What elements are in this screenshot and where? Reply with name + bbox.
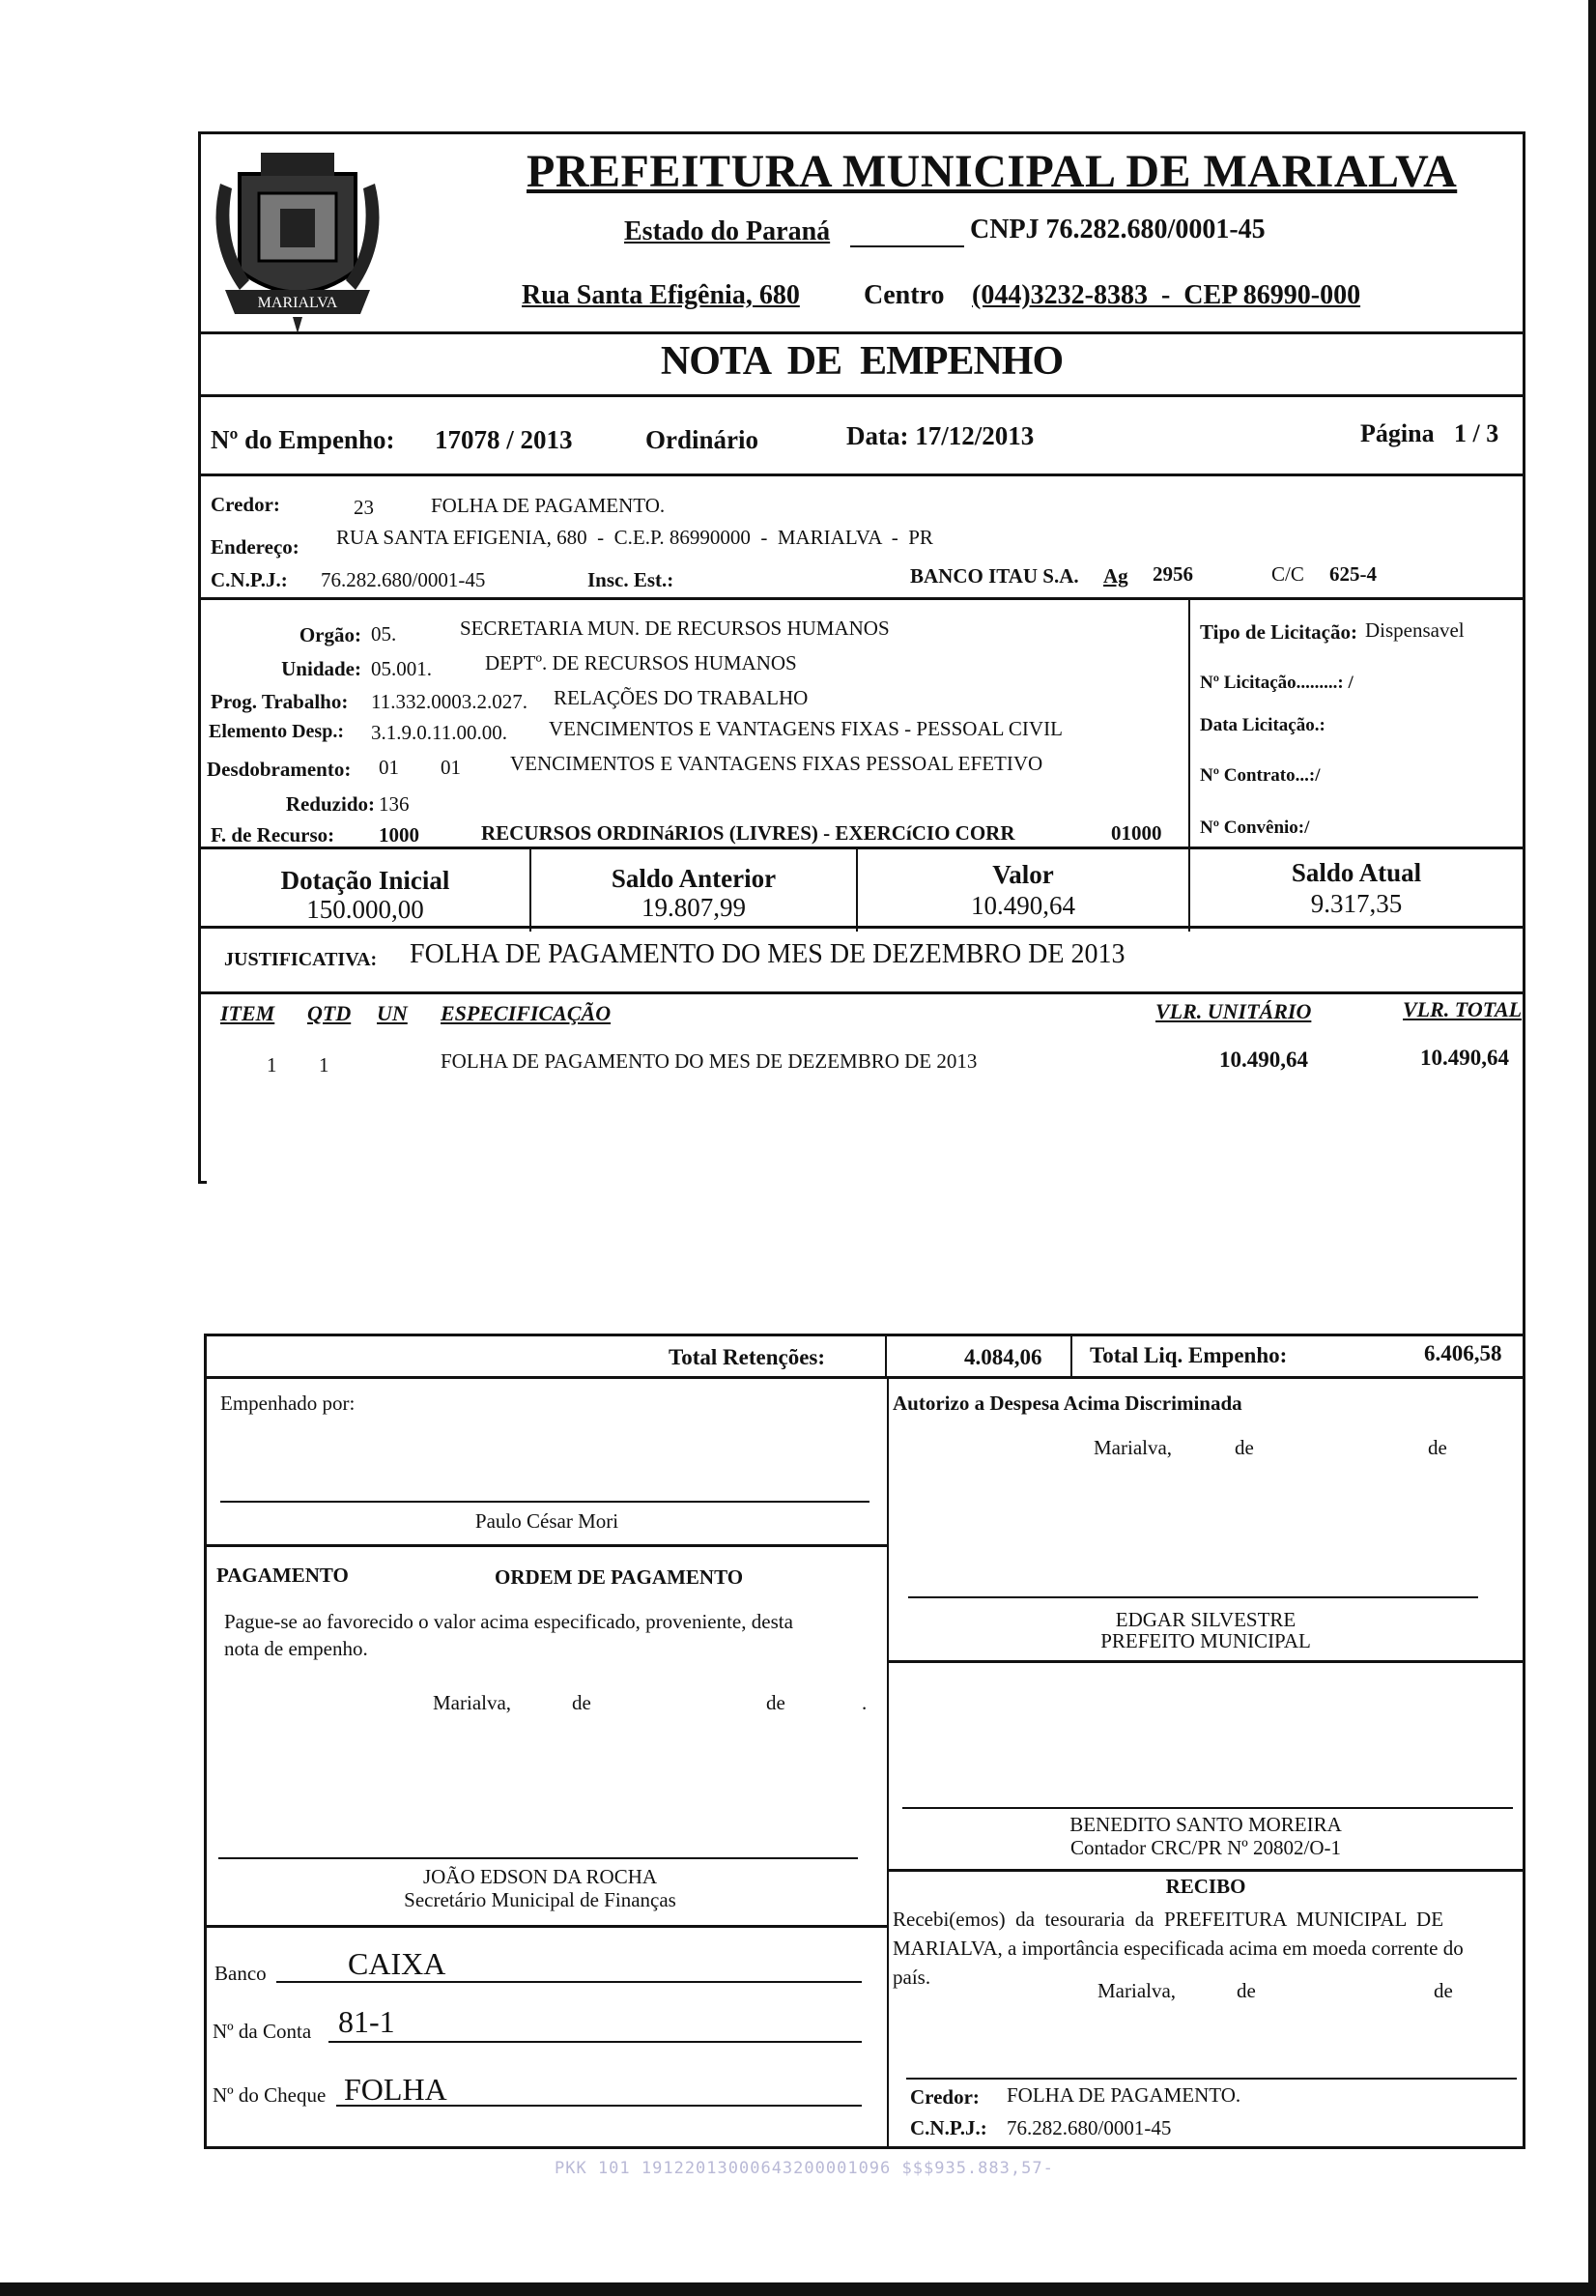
header-qtd: QTD: [307, 1001, 352, 1025]
liquido-label: Total Liq. Empenho:: [1090, 1343, 1288, 1367]
recibo-label: RECIBO: [1165, 1875, 1246, 1898]
banco-label: Banco: [214, 1962, 267, 1985]
recibo-line-3: país.: [893, 1966, 931, 1989]
desdobramento-name: VENCIMENTOS E VANTAGENS FIXAS PESSOAL EFETIVO: [510, 752, 1043, 775]
row-qtd: 1: [319, 1053, 329, 1076]
tipo-licitacao-value: Dispensavel: [1365, 618, 1465, 642]
phone-cep: (044)3232-8383 - CEP 86990-000: [972, 280, 1361, 310]
elemento-label: Elemento Desp.:: [209, 721, 344, 742]
reduzido-label: Reduzido:: [285, 792, 375, 816]
numero-convenio: Nº Convênio:/: [1200, 818, 1310, 838]
justificativa-label: JUSTIFICATIVA:: [224, 949, 378, 970]
empenhado-signature-line: [220, 1501, 869, 1503]
empenho-date: Data: 17/12/2013: [846, 421, 1035, 450]
justificativa-text: FOLHA DE PAGAMENTO DO MES DE DEZEMBRO DE 2013: [410, 939, 1126, 969]
header-vlr-unitario: VLR. UNITÁRIO: [1155, 999, 1312, 1023]
account-label: C/C: [1271, 562, 1304, 586]
scan-bottom-edge: [0, 2282, 1596, 2296]
recibo-credor-label: Credor:: [910, 2085, 980, 2109]
row-item: 1: [267, 1053, 277, 1076]
prefeito-signature-line: [908, 1596, 1478, 1598]
cheque-label: Nº do Cheque: [213, 2083, 327, 2107]
recibo-signature-line: [906, 2078, 1517, 2080]
credor-address: RUA SANTA EFIGENIA, 680 - C.E.P. 86990000 - MARIALVA - PR: [336, 526, 933, 549]
page-label: Página: [1360, 419, 1435, 447]
pagamento-place: Marialva,: [433, 1691, 512, 1714]
data-licitacao: Data Licitação.:: [1200, 715, 1325, 735]
document-title: NOTA DE EMPENHO: [660, 339, 1064, 384]
coat-of-arms-icon: [201, 145, 394, 338]
header-vlr-total: VLR. TOTAL: [1403, 997, 1523, 1021]
address: Rua Santa Efigênia, 680: [522, 280, 800, 310]
desdobramento-code-2: 01: [441, 756, 461, 779]
credor-name: FOLHA DE PAGAMENTO.: [431, 494, 666, 517]
recibo-credor-name: FOLHA DE PAGAMENTO.: [1007, 2083, 1241, 2107]
row-especificacao: FOLHA DE PAGAMENTO DO MES DE DEZEMBRO DE 2013: [441, 1049, 978, 1073]
orgao-code: 05.: [371, 622, 397, 646]
unidade-name: DEPTº. DE RECURSOS HUMANOS: [485, 651, 797, 674]
saldo-atual-value: 9.317,35: [1310, 889, 1403, 918]
credor-label: Credor:: [211, 493, 280, 516]
empenho-number: 17078 / 2013: [435, 425, 573, 454]
prefeito-role: PREFEITO MUNICIPAL: [1100, 1629, 1311, 1652]
pagamento-de-2: de: [766, 1691, 785, 1714]
conta-label: Nº da Conta: [213, 2020, 312, 2043]
scan-edge: [1588, 0, 1596, 2296]
secretario-signature-line: [218, 1857, 858, 1859]
desdobramento-label: Desdobramento:: [207, 758, 352, 781]
pagamento-text-2: nota de empenho.: [224, 1637, 368, 1660]
pagamento-text-1: Pague-se ao favorecido o valor acima especificado, proveniente, desta: [224, 1610, 793, 1633]
numero-contrato: Nº Contrato...:/: [1200, 765, 1321, 786]
unidade-code: 05.001.: [371, 657, 432, 680]
retencoes-value: 4.084,06: [964, 1345, 1042, 1369]
autorizo-de-1: de: [1235, 1436, 1254, 1459]
account-number: 625-4: [1329, 562, 1377, 586]
page-number: 1 / 3: [1454, 419, 1499, 447]
autorizo-place: Marialva,: [1094, 1436, 1173, 1459]
recibo-place: Marialva,: [1097, 1979, 1177, 2002]
dotacao-value: 150.000,00: [306, 895, 424, 924]
contador-name: BENEDITO SANTO MOREIRA: [1069, 1813, 1342, 1836]
prog-trabalho-label: Prog. Trabalho:: [211, 690, 349, 713]
header-un: UN: [377, 1001, 408, 1025]
district: Centro: [864, 280, 945, 310]
recurso-code: 1000: [379, 823, 419, 847]
prog-trabalho-name: RELAÇÕES DO TRABALHO: [554, 686, 809, 709]
contador-role: Contador CRC/PR Nº 20802/O-1: [1069, 1836, 1342, 1859]
bank-name: BANCO ITAU S.A.: [910, 564, 1079, 588]
conta-line: [328, 2041, 862, 2043]
desdobramento-code-1: 01: [379, 756, 399, 779]
recurso-code-2: 01000: [1111, 821, 1162, 845]
valor-label: Valor: [992, 860, 1054, 889]
credor-code: 23: [354, 496, 374, 519]
saldo-anterior-value: 19.807,99: [641, 893, 746, 922]
agency-number: 2956: [1153, 562, 1193, 586]
secretario-name: JOÃO EDSON DA ROCHA: [422, 1865, 658, 1888]
agency-label: Ag: [1103, 564, 1128, 588]
empenhado-label: Empenhado por:: [220, 1392, 356, 1415]
header-especificacao: ESPECIFICAÇÃO: [441, 1001, 612, 1025]
retencoes-label: Total Retenções:: [669, 1345, 826, 1369]
insc-est-label: Insc. Est.:: [587, 568, 674, 591]
recibo-cnpj-label: C.N.P.J.:: [910, 2116, 987, 2139]
unidade-label: Unidade:: [281, 657, 361, 680]
bank-processing-stamp: PKK 101 19122013000643200001096 $$$935.883,57-: [555, 2159, 1054, 2178]
conta-value: 81-1: [338, 2004, 395, 2039]
row-vlr-unitario: 10.490,64: [1219, 1048, 1308, 1072]
recibo-cnpj: 76.282.680/0001-45: [1007, 2116, 1172, 2139]
header-cnpj: CNPJ 76.282.680/0001-45: [970, 215, 1266, 244]
orgao-name: SECRETARIA MUN. DE RECURSOS HUMANOS: [460, 617, 890, 640]
credor-cnpj-label: C.N.P.J.:: [211, 568, 288, 591]
pagamento-label: PAGAMENTO: [216, 1564, 349, 1587]
pagamento-dot: .: [862, 1691, 868, 1714]
numero-licitacao: Nº Licitação.........: /: [1200, 673, 1354, 693]
credor-cnpj: 76.282.680/0001-45: [321, 568, 486, 591]
autorizo-de-2: de: [1428, 1436, 1447, 1459]
recibo-de-2: de: [1434, 1979, 1453, 2002]
recurso-label: F. de Recurso:: [211, 823, 335, 847]
empenho-type: Ordinário: [645, 425, 759, 454]
city-hall-title: PREFEITURA MUNICIPAL DE MARIALVA: [527, 146, 1458, 197]
empenho-number-label: Nº do Empenho:: [211, 425, 395, 454]
dotacao-label: Dotação Inicial: [280, 866, 450, 895]
prefeito-name: EDGAR SILVESTRE: [1115, 1608, 1297, 1631]
saldo-atual-label: Saldo Atual: [1291, 858, 1422, 887]
state-label: Estado do Paraná: [624, 216, 831, 246]
elemento-code: 3.1.9.0.11.00.00.: [371, 721, 507, 744]
elemento-name: VENCIMENTOS E VANTAGENS FIXAS - PESSOAL CIVIL: [549, 717, 1063, 740]
row-vlr-total: 10.490,64: [1420, 1046, 1509, 1070]
cheque-value: FOLHA: [344, 2072, 447, 2107]
valor-value: 10.490,64: [971, 891, 1075, 920]
contador-signature-line: [902, 1807, 1513, 1809]
recibo-line-1: Recebi(emos) da tesouraria da PREFEITURA MUNICIPAL DE: [893, 1908, 1444, 1931]
saldo-anterior-label: Saldo Anterior: [611, 864, 777, 893]
seal-text: MARIALVA: [257, 295, 338, 311]
empenhado-signer: Paulo César Mori: [474, 1509, 619, 1533]
orgao-label: Orgão:: [299, 623, 361, 646]
prog-trabalho-code: 11.332.0003.2.027.: [371, 690, 527, 713]
header-item: ITEM: [220, 1001, 275, 1025]
recibo-de-1: de: [1237, 1979, 1256, 2002]
reduzido-value: 136: [379, 792, 410, 816]
recurso-name: RECURSOS ORDINáRIOS (LIVRES) - EXERCíCIO CORR: [481, 821, 1015, 845]
ordem-pagamento-label: ORDEM DE PAGAMENTO: [495, 1565, 744, 1589]
banco-value: CAIXA: [348, 1946, 446, 1981]
pagamento-de-1: de: [572, 1691, 591, 1714]
recibo-line-2: MARIALVA, a importância especificada acima em moeda corrente do: [893, 1937, 1464, 1960]
autorizo-label: Autorizo a Despesa Acima Discriminada: [893, 1392, 1242, 1415]
address-label: Endereço:: [211, 535, 299, 559]
liquido-value: 6.406,58: [1424, 1341, 1502, 1365]
secretario-role: Secretário Municipal de Finanças: [404, 1888, 676, 1911]
tipo-licitacao-label: Tipo de Licitação:: [1200, 620, 1357, 644]
